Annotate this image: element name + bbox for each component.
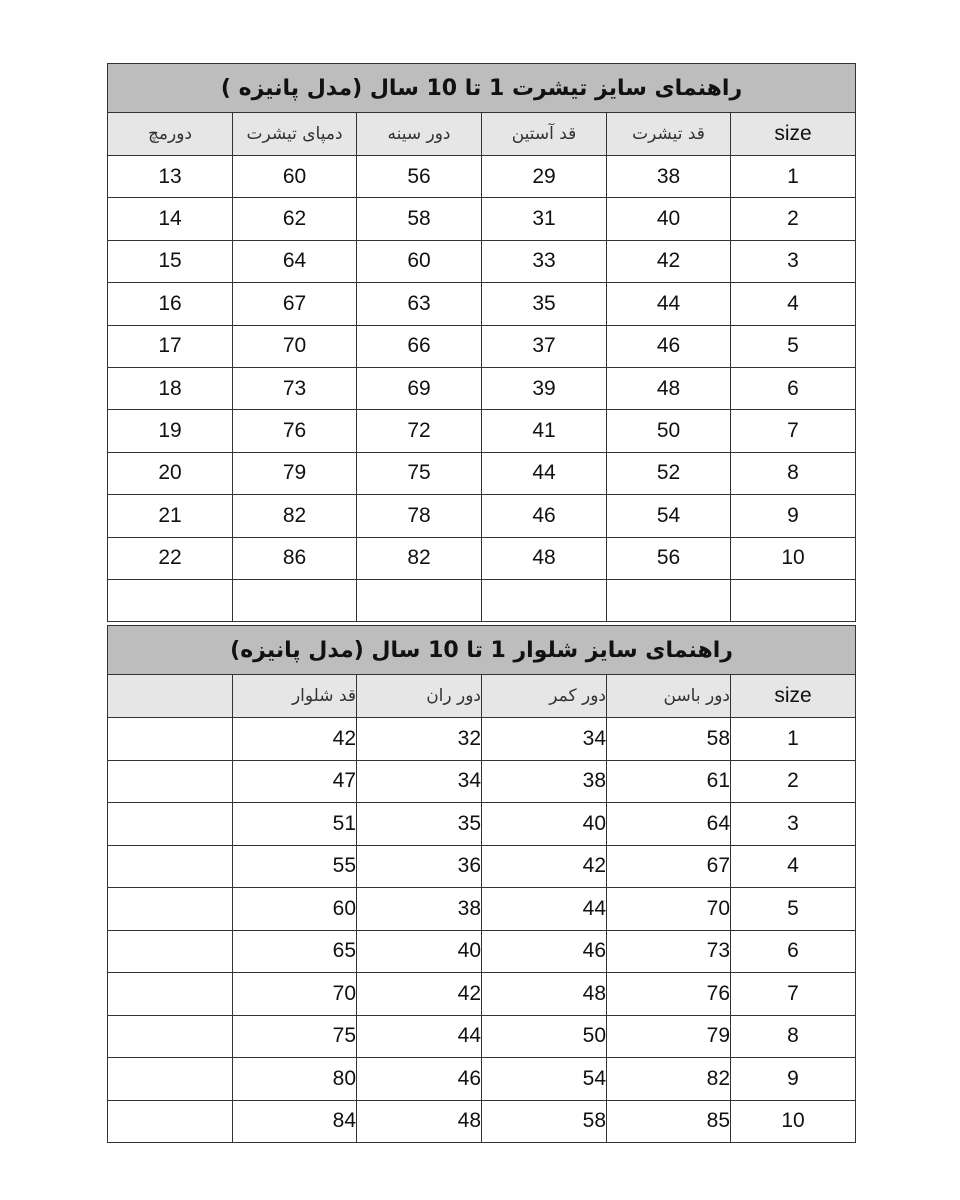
cell-hem: 60 xyxy=(233,156,357,198)
table-row xyxy=(108,888,856,931)
cell-length: 84 xyxy=(233,1100,357,1143)
empty-cell xyxy=(357,579,482,621)
cell-wrist: 18 xyxy=(108,367,233,409)
cell-hem: 62 xyxy=(233,198,357,240)
cell-size: 1 xyxy=(731,718,856,761)
cell-size: 3 xyxy=(731,240,856,282)
cell-length: 48 xyxy=(607,367,731,409)
header-size: size xyxy=(731,113,856,156)
cell-hem: 86 xyxy=(233,537,357,579)
cell-size: 2 xyxy=(731,760,856,803)
cell-length: 52 xyxy=(607,452,731,494)
cell-waist: 38 xyxy=(482,760,607,803)
cell-sleeve: 33 xyxy=(482,240,607,282)
empty-cell xyxy=(108,718,233,761)
empty-cell xyxy=(108,930,233,973)
cell-hip: 85 xyxy=(607,1100,731,1143)
table-row xyxy=(108,240,856,282)
header-chest: دور سینه xyxy=(357,113,482,156)
cell-length: 75 xyxy=(233,1015,357,1058)
cell-thigh: 42 xyxy=(357,973,482,1016)
cell-hip: 64 xyxy=(607,803,731,846)
cell-length: 60 xyxy=(233,888,357,931)
cell-chest: 72 xyxy=(357,410,482,452)
cell-chest: 78 xyxy=(357,495,482,537)
table-row xyxy=(108,410,856,452)
cell-chest: 60 xyxy=(357,240,482,282)
cell-waist: 42 xyxy=(482,845,607,888)
cell-chest: 63 xyxy=(357,283,482,325)
cell-sleeve: 41 xyxy=(482,410,607,452)
header-hip: دور باسن xyxy=(607,675,731,718)
cell-size: 7 xyxy=(731,410,856,452)
shirt-size-table xyxy=(107,63,856,622)
cell-waist: 50 xyxy=(482,1015,607,1058)
cell-sleeve: 35 xyxy=(482,283,607,325)
cell-wrist: 22 xyxy=(108,537,233,579)
empty-cell xyxy=(482,579,607,621)
header-thigh: دور ران xyxy=(357,675,482,718)
cell-size: 4 xyxy=(731,845,856,888)
empty-cell xyxy=(108,803,233,846)
cell-size: 9 xyxy=(731,495,856,537)
header-size: size xyxy=(731,675,856,718)
table-row xyxy=(108,495,856,537)
table-row xyxy=(108,718,856,761)
table-row xyxy=(108,1100,856,1143)
cell-sleeve: 37 xyxy=(482,325,607,367)
cell-hip: 73 xyxy=(607,930,731,973)
cell-thigh: 35 xyxy=(357,803,482,846)
cell-size: 2 xyxy=(731,198,856,240)
cell-wrist: 13 xyxy=(108,156,233,198)
cell-size: 6 xyxy=(731,367,856,409)
cell-hem: 76 xyxy=(233,410,357,452)
cell-length: 50 xyxy=(607,410,731,452)
cell-waist: 58 xyxy=(482,1100,607,1143)
cell-chest: 69 xyxy=(357,367,482,409)
cell-hip: 79 xyxy=(607,1015,731,1058)
cell-wrist: 20 xyxy=(108,452,233,494)
empty-cell xyxy=(108,1058,233,1101)
cell-hem: 70 xyxy=(233,325,357,367)
cell-length: 55 xyxy=(233,845,357,888)
table-row xyxy=(108,803,856,846)
cell-size: 3 xyxy=(731,803,856,846)
table-row xyxy=(108,1015,856,1058)
cell-chest: 82 xyxy=(357,537,482,579)
cell-hem: 73 xyxy=(233,367,357,409)
shirt-header-row xyxy=(108,113,856,156)
empty-row xyxy=(108,579,856,621)
pants-size-table xyxy=(107,625,856,1143)
cell-hip: 70 xyxy=(607,888,731,931)
cell-length: 44 xyxy=(607,283,731,325)
cell-sleeve: 46 xyxy=(482,495,607,537)
empty-cell xyxy=(108,760,233,803)
cell-length: 70 xyxy=(233,973,357,1016)
empty-cell xyxy=(108,1015,233,1058)
cell-thigh: 44 xyxy=(357,1015,482,1058)
cell-hip: 67 xyxy=(607,845,731,888)
table-row xyxy=(108,973,856,1016)
cell-size: 1 xyxy=(731,156,856,198)
header-length: قد تیشرت xyxy=(607,113,731,156)
cell-hip: 58 xyxy=(607,718,731,761)
cell-length: 80 xyxy=(233,1058,357,1101)
cell-length: 46 xyxy=(607,325,731,367)
table-row xyxy=(108,1058,856,1101)
cell-sleeve: 39 xyxy=(482,367,607,409)
cell-thigh: 32 xyxy=(357,718,482,761)
cell-size: 10 xyxy=(731,537,856,579)
cell-wrist: 17 xyxy=(108,325,233,367)
pants-table-title: راهنمای سایز شلوار 1 تا 10 سال (مدل پانیزه) xyxy=(108,626,856,675)
cell-hem: 79 xyxy=(233,452,357,494)
pants-header-row xyxy=(108,675,856,718)
cell-wrist: 19 xyxy=(108,410,233,452)
cell-chest: 56 xyxy=(357,156,482,198)
empty-cell xyxy=(108,845,233,888)
table-row xyxy=(108,845,856,888)
cell-sleeve: 44 xyxy=(482,452,607,494)
cell-size: 10 xyxy=(731,1100,856,1143)
cell-chest: 58 xyxy=(357,198,482,240)
shirt-table-title: راهنمای سایز تیشرت 1 تا 10 سال (مدل پانیزه ) xyxy=(108,64,856,113)
cell-hem: 64 xyxy=(233,240,357,282)
cell-length: 54 xyxy=(607,495,731,537)
cell-length: 40 xyxy=(607,198,731,240)
empty-cell xyxy=(108,1100,233,1143)
table-row xyxy=(108,156,856,198)
cell-thigh: 46 xyxy=(357,1058,482,1101)
cell-waist: 44 xyxy=(482,888,607,931)
cell-size: 6 xyxy=(731,930,856,973)
empty-cell xyxy=(108,888,233,931)
cell-size: 5 xyxy=(731,888,856,931)
cell-size: 8 xyxy=(731,452,856,494)
table-row xyxy=(108,760,856,803)
cell-waist: 46 xyxy=(482,930,607,973)
header-waist: دور کمر xyxy=(482,675,607,718)
cell-waist: 34 xyxy=(482,718,607,761)
header-wrist: دورمچ xyxy=(108,113,233,156)
cell-waist: 54 xyxy=(482,1058,607,1101)
cell-wrist: 16 xyxy=(108,283,233,325)
cell-hip: 76 xyxy=(607,973,731,1016)
cell-thigh: 34 xyxy=(357,760,482,803)
cell-thigh: 40 xyxy=(357,930,482,973)
cell-hip: 61 xyxy=(607,760,731,803)
cell-wrist: 21 xyxy=(108,495,233,537)
cell-thigh: 48 xyxy=(357,1100,482,1143)
cell-length: 56 xyxy=(607,537,731,579)
table-row xyxy=(108,283,856,325)
cell-hem: 82 xyxy=(233,495,357,537)
cell-sleeve: 48 xyxy=(482,537,607,579)
cell-hip: 82 xyxy=(607,1058,731,1101)
cell-thigh: 36 xyxy=(357,845,482,888)
empty-cell xyxy=(108,675,233,718)
cell-wrist: 14 xyxy=(108,198,233,240)
header-sleeve: قد آستین xyxy=(482,113,607,156)
cell-size: 9 xyxy=(731,1058,856,1101)
table-row xyxy=(108,537,856,579)
cell-length: 42 xyxy=(607,240,731,282)
cell-hem: 67 xyxy=(233,283,357,325)
cell-size: 4 xyxy=(731,283,856,325)
cell-chest: 75 xyxy=(357,452,482,494)
cell-waist: 48 xyxy=(482,973,607,1016)
cell-size: 7 xyxy=(731,973,856,1016)
cell-length: 47 xyxy=(233,760,357,803)
cell-size: 5 xyxy=(731,325,856,367)
header-length: قد شلوار xyxy=(233,675,357,718)
empty-cell xyxy=(731,579,856,621)
cell-chest: 66 xyxy=(357,325,482,367)
cell-length: 38 xyxy=(607,156,731,198)
header-hem: دمپای تیشرت xyxy=(233,113,357,156)
cell-length: 65 xyxy=(233,930,357,973)
table-row xyxy=(108,930,856,973)
table-row xyxy=(108,452,856,494)
cell-waist: 40 xyxy=(482,803,607,846)
empty-cell xyxy=(607,579,731,621)
empty-cell xyxy=(108,973,233,1016)
empty-cell xyxy=(108,579,233,621)
cell-size: 8 xyxy=(731,1015,856,1058)
table-row xyxy=(108,367,856,409)
table-row xyxy=(108,198,856,240)
cell-sleeve: 31 xyxy=(482,198,607,240)
table-row xyxy=(108,325,856,367)
cell-length: 51 xyxy=(233,803,357,846)
empty-cell xyxy=(233,579,357,621)
cell-length: 42 xyxy=(233,718,357,761)
cell-thigh: 38 xyxy=(357,888,482,931)
cell-wrist: 15 xyxy=(108,240,233,282)
cell-sleeve: 29 xyxy=(482,156,607,198)
